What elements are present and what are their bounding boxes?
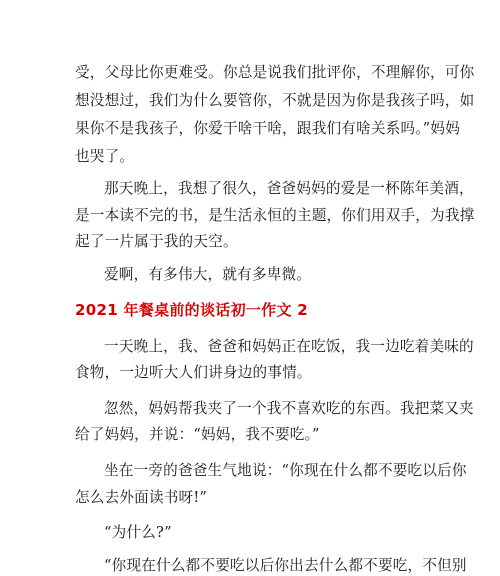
text-line: 坐在一旁的爸爸生气地说：“你现在什么都不要吃以后你 [104,462,467,479]
text-line: 果你不是我孩子，你爱干啥干啥，跟我们有啥关系吗。”妈妈 [75,120,461,137]
text-line: “你现在什么都不要吃以后你出去什么都不要吃，不但别 [104,557,467,574]
text-line: 是一本读不完的书，是生活永恒的主题，你们用双手，为我撑 [75,207,475,224]
text-line: “为什么?” [104,524,172,541]
text-line: 想没想过，我们为什么要管你，不就是因为你是我孩子吗，如 [75,92,475,109]
section-title: 2021 年餐桌前的谈话初一作文 2 [75,301,309,319]
text-line: 那天晚上，我想了很久，爸爸妈妈的爱是一杯陈年美酒， [104,180,474,197]
text-line: 也哭了。 [75,148,135,165]
text-line: 怎么去外面读书呀!” [75,489,208,506]
text-line: 起了一片属于我的天空。 [75,233,238,250]
text-line: 受，父母比你更难受。你总是说我们批评你，不理解你，可你 [75,64,475,81]
text-line: 忽然，妈妈帮我夹了一个我不喜欢吃的东西。我把菜又夹 [104,400,474,417]
text-line: 一天晚上，我、爸爸和妈妈正在吃饭，我一边吃着美味的 [104,338,474,355]
text-line: 爱啊，有多伟大，就有多卑微。 [104,266,312,283]
text-line: 食物，一边听大人们讲身边的事情。 [75,364,312,381]
text-line: 给了妈妈，并说：“妈妈，我不要吃。” [75,426,320,443]
